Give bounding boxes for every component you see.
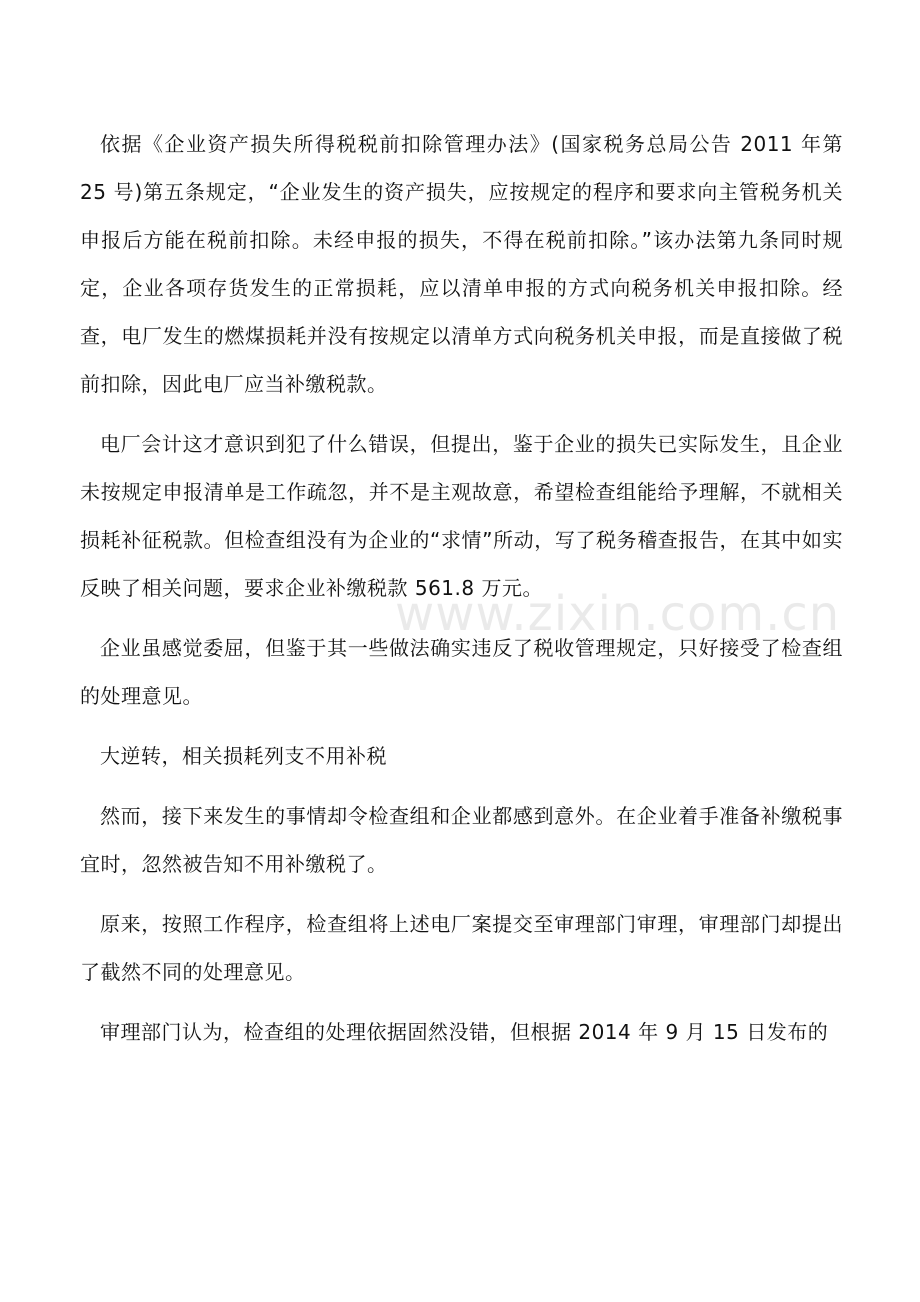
paragraph-3: 企业虽感觉委屈，但鉴于其一些做法确实违反了税收管理规定，只好接受了检查组的处理意见。 <box>80 636 843 708</box>
paragraph-2: 电厂会计这才意识到犯了什么错误，但提出，鉴于企业的损失已实际发生，且企业未按规定申报清单是工作疏忽，并不是主观故意，希望检查组能给予理解，不就相关损耗补征税款。但检查组没有为企业的“求情”所动，写了税务稽查报告，在其中如实反映了相关问题，要求企业补缴税款 561.8 万元。 <box>80 432 843 600</box>
section-heading: 大逆转，相关损耗列支不用补税 <box>100 744 387 768</box>
document-body <box>80 120 843 1068</box>
paragraph-6: 审理部门认为，检查组的处理依据固然没错，但根据 2014 年 9 月 15 日发布的 <box>100 1020 829 1044</box>
paragraph-4: 然而，接下来发生的事情却令检查组和企业都感到意外。在企业着手准备补缴税事宜时，忽然被告知不用补缴税了。 <box>80 804 843 876</box>
paragraph-5: 原来，按照工作程序，检查组将上述电厂案提交至审理部门审理，审理部门却提出了截然不同的处理意见。 <box>80 912 843 984</box>
watermark: www.zixin.com.cn <box>395 586 841 642</box>
paragraph-1: 依据《企业资产损失所得税税前扣除管理办法》(国家税务总局公告 2011 年第 25 号)第五条规定，“企业发生的资产损失，应按规定的程序和要求向主管税务机关申报后方能在税前扣除。未经申报的损失，不得在税前扣除。”该办法第九条同时规定，企业各项存货发生的正常损耗，应以清单申报的方式向税务机关申报扣除。经查，电厂发生的燃煤损耗并没有按规定以清单方式向税务机关申报，而是直接做了税前扣除，因此电厂应当补缴税款。 <box>80 132 843 396</box>
